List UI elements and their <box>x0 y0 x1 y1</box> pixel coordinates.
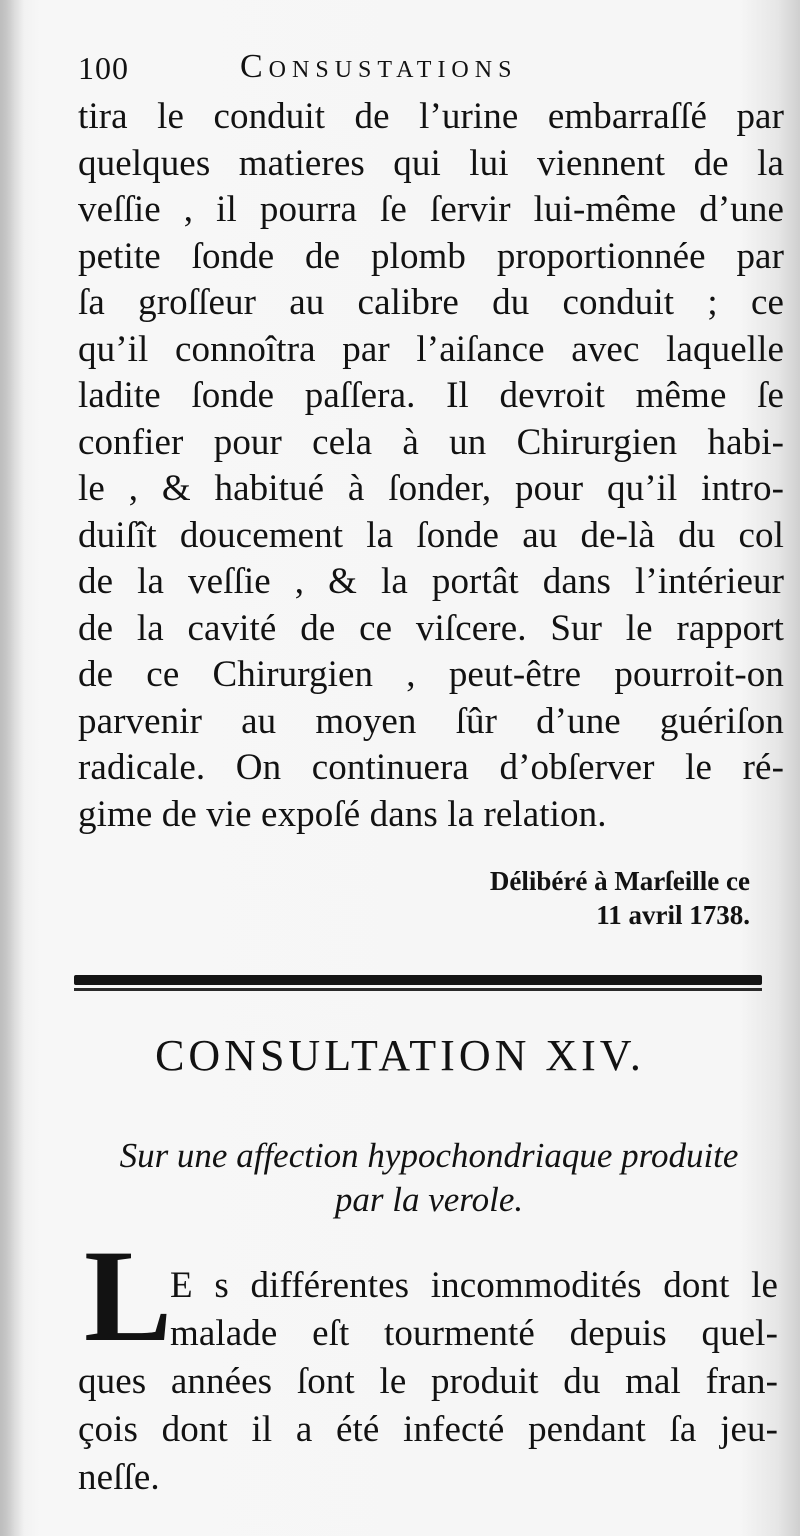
page-header <box>78 48 758 94</box>
text-line: çois dont il a été infecté pendant ſa jeu- <box>78 1409 778 1450</box>
divider-thick-rule <box>74 975 762 985</box>
subtitle-line: par la verole. <box>334 1180 524 1219</box>
signoff-date: 11 avril 1738. <box>596 900 750 930</box>
text-line: malade eſt tourmenté depuis quel- <box>170 1313 778 1354</box>
signoff <box>420 864 750 932</box>
text-line: quelques matieres qui lui viennent de la <box>78 142 784 184</box>
drop-cap: L <box>84 1222 173 1369</box>
text-line: E s différentes incommodités dont le <box>170 1265 778 1306</box>
text-line: parvenir au moyen ſûr d’une guériſon <box>78 700 784 742</box>
text-line: de ce Chirurgien , peut-être pourroit-on <box>78 654 784 695</box>
text-line: de la cavité de ce viſcere. Sur le rapport <box>78 607 784 649</box>
text-line: veſſie , il pourra ſe ſervir lui-même d’une <box>78 189 784 230</box>
text-line: ladite ſonde paſſera. Il devroit même ſe <box>78 375 784 416</box>
divider-thin-rule <box>74 988 762 991</box>
text-line: de la veſſie , & la portât dans l’intérieur <box>78 561 784 602</box>
text-line: duiſît doucement la ſonde au de-là du col <box>78 514 784 556</box>
text-line: petite ſonde de plomb proportionnée par <box>78 235 784 277</box>
running-head: Consustations <box>240 48 518 85</box>
page-number: 100 <box>78 50 129 86</box>
text-line: neſſe. <box>78 1457 160 1498</box>
body-paragraph <box>78 94 784 838</box>
text-line: gime de vie expoſé dans la relation. <box>78 793 607 835</box>
opening-paragraph <box>78 1262 778 1502</box>
text-line: qu’il connoîtra par l’aiſance avec laquelle <box>78 328 784 370</box>
spine-shadow <box>0 0 24 1536</box>
text-line: tira le conduit de l’urine embarraſſé par <box>78 96 784 137</box>
consultation-title: CONSULTATION XIV. <box>155 1031 645 1080</box>
section-divider <box>74 975 762 993</box>
text-line: radicale. On continuera d’obſerver le ré- <box>78 747 784 788</box>
text-line: confier pour cela à un Chirurgien habi- <box>78 421 784 463</box>
consultation-subtitle <box>82 1134 776 1222</box>
signoff-place: Délibéré à Marſeille ce <box>489 866 750 896</box>
text-line: le , & habitué à ſonder, pour qu’il intro- <box>78 468 784 509</box>
text-line: ſa groſſeur au calibre du conduit ; ce <box>78 282 784 323</box>
text-line: ques années ſont le produit du mal fran- <box>78 1361 778 1402</box>
subtitle-line: Sur une affection hypochondriaque produite <box>119 1136 739 1175</box>
